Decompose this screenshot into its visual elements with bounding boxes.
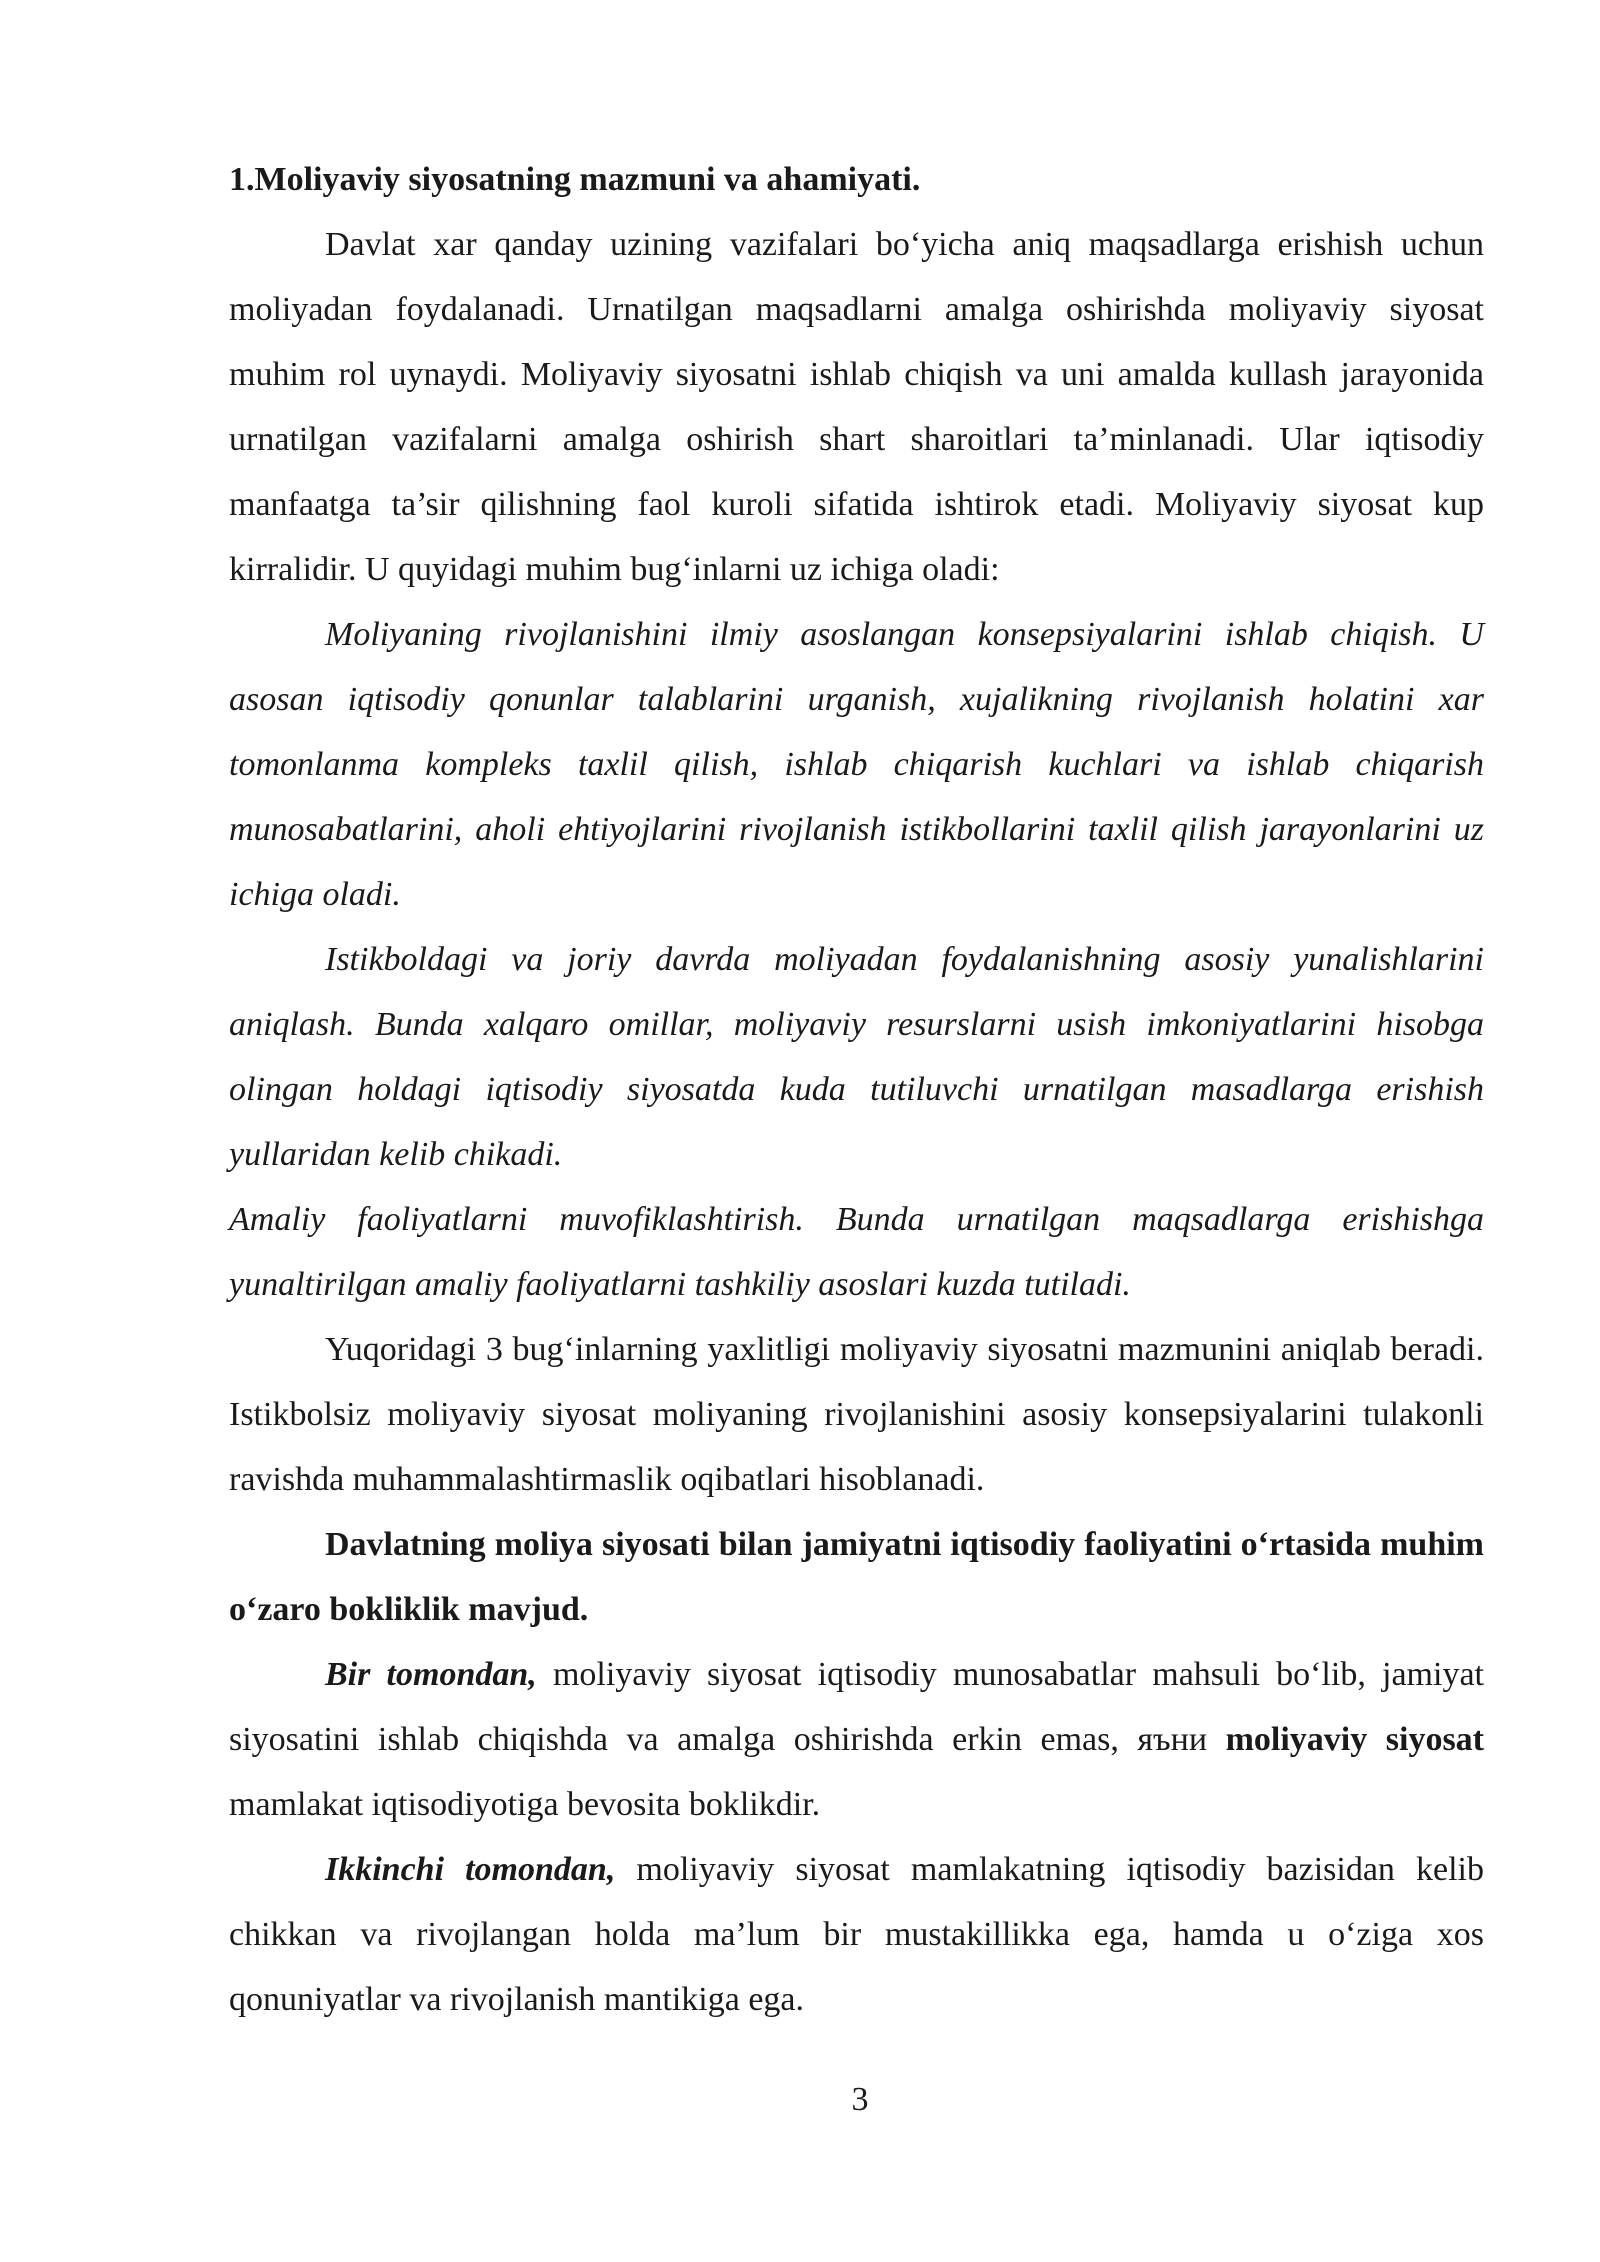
first-side-bold-term: moliyaviy siyosat xyxy=(1225,1721,1484,1758)
paragraph-relationship: Davlatning moliya siyosati bilan jamiyatni iqtisodiy faoliyatini o‘rtasida muhim o‘zaro bokliklik mavjud. xyxy=(229,1526,1484,1628)
first-side-lead: Bir tomondan, xyxy=(325,1656,537,1693)
page-number: 3 xyxy=(851,2081,869,2118)
section-heading: 1.Moliyaviy siyosatning mazmuni va ahamiyati. xyxy=(229,161,921,198)
paragraph-first-side xyxy=(229,1642,1484,1837)
paragraph-concept: Moliyaning rivojlanishini ilmiy asoslangan konsepsiyalarini ishlab chiqish. U asosan iqtisodiy qonunlar talablarini urganish, xujalikning rivojlanish holatini xar tomonlanma kompleks taxlil qilish, ishlab chiqarish kuchlari va ishlab chiqarish munosabatlarini, aholi ehtiyojlarini rivojlanish istikbollarini taxlil qilish jarayonlarini uz ichiga oladi. xyxy=(229,616,1484,913)
paragraph-directions: Istikboldagi va joriy davrda moliyadan foydalanishning asosiy yunalishlarini aniqlash. Bunda xalqaro omillar, moliyaviy resurslarni usish imkoniyatlarini hisobga olingan holdagi iqtisodiy siyosatda kuda tutiluvchi urnatilgan masadlarga erishish yullaridan kelib chikadi. xyxy=(229,941,1484,1173)
second-side-text: moliyaviy siyosat mamlakatning iqtisodiy bazisidan kelib chikkan va rivojlangan holda ma’lum bir mustakillikka ega, hamda u o‘ziga xos qonuniyatlar va rivojlanish mantikiga ega. xyxy=(229,1851,1484,2018)
page-content xyxy=(229,147,1484,2032)
paragraph-intro: Davlat xar qanday uzining vazifalari bo‘yicha aniq maqsadlarga erishish uchun moliyadan foydalanadi. Urnatilgan maqsadlarni amalga oshirishda moliyaviy siyosat muhim rol uynaydi. Moliyaviy siyosatni ishlab chiqish va uni amalda kullash jarayonida urnatilgan vazifalarni amalga oshirish shart sharoitlari ta’minlanadi. Ular iqtisodiy manfaatga ta’sir qilishning faol kuroli sifatida ishtirok etadi. Moliyaviy siyosat kup kirralidir. U quyidagi muhim bug‘inlarni uz ichiga oladi: xyxy=(229,226,1484,588)
paragraph-integrity: Yuqoridagi 3 bug‘inlarning yaxlitligi moliyaviy siyosatni mazmunini aniqlab beradi. Istikbolsiz moliyaviy siyosat moliyaning rivojlanishini asosiy konsepsiyalarini tulakonli ravishda muhammalashtirmaslik oqibatlari hisoblanadi. xyxy=(229,1331,1484,1498)
first-side-text-end: mamlakat iqtisodiyotiga bevosita boklikdir. xyxy=(229,1786,821,1823)
paragraph-second-side xyxy=(229,1837,1484,2032)
second-side-lead: Ikkinchi tomondan, xyxy=(325,1851,616,1888)
paragraph-coordination: Amaliy faoliyatlarni muvofiklashtirish. Bunda urnatilgan maqsadlarga erishishga yunaltirilgan amaliy faoliyatlarni tashkiliy asoslari kuzda tutiladi. xyxy=(229,1201,1484,1303)
first-side-text: moliyaviy siyosat iqtisodiy munosabatlar mahsuli bo‘lib, jamiyat siyosatini ishlab chiqishda va amalga oshirishda erkin emas, яъни xyxy=(229,1656,1484,1758)
